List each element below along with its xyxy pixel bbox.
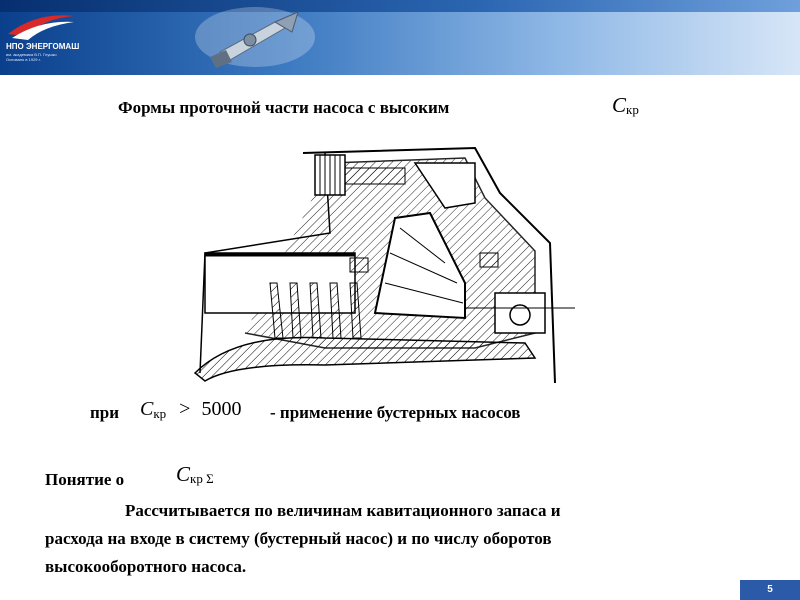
page-number-badge: 5: [740, 580, 800, 600]
formula-value: 5000: [201, 398, 242, 420]
header-band: [0, 0, 800, 12]
slide-title: Формы проточной части насоса с высоким: [118, 98, 450, 117]
logo-sub-line: им. академика В.П. Глушко: [6, 52, 57, 57]
concept-ckr-symbol: [176, 462, 214, 487]
description-paragraph: [45, 497, 765, 581]
concept-c-letter: C: [176, 462, 191, 486]
para-line-1: Рассчитывается по величинам кавитационного запаса и: [125, 501, 561, 520]
para-line-2: расхода на входе в систему (бустерный насос) и по числу оборотов: [45, 529, 552, 548]
condition-prefix: при: [90, 403, 120, 422]
concept-heading: [45, 470, 124, 490]
logo-year-line: Основано в 1929 г.: [6, 57, 41, 62]
condition-suffix: - применение бустерных насосов: [270, 403, 521, 422]
logo-name: НПО ЭНЕРГОМАШ: [6, 42, 80, 51]
ckr-letter: C: [612, 93, 627, 117]
ckr-subscript: кр: [626, 102, 639, 117]
formula-c: C: [140, 398, 154, 420]
logo-subtitle: [6, 52, 96, 62]
pump-cross-section-drawing: [175, 133, 580, 385]
concept-subscript: кр Σ: [190, 471, 214, 486]
company-logo-icon: [6, 10, 76, 42]
formula-subscript: кр: [153, 406, 167, 421]
header-banner: [0, 0, 800, 75]
title-ckr-symbol: [612, 93, 639, 118]
para-line-3: высокооборотного насоса.: [45, 557, 247, 576]
concept-prefix: Понятие о: [45, 470, 125, 489]
condition-formula: [140, 398, 241, 421]
rocket-engine-illustration: [180, 2, 330, 72]
formula-operator: >: [179, 398, 191, 420]
